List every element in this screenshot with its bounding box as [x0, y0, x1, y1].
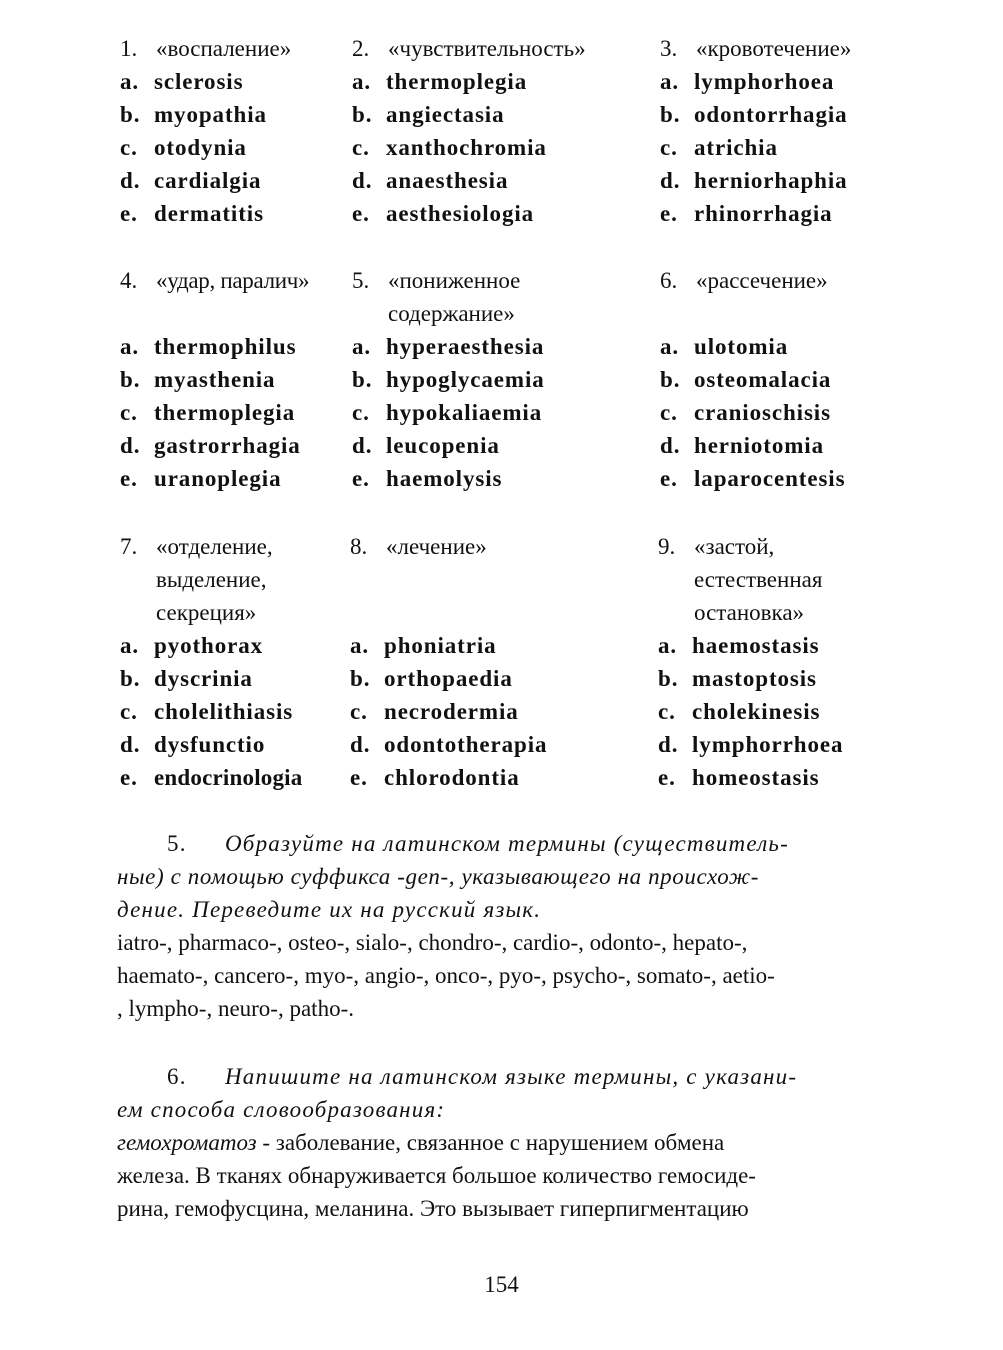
- option-letter: c.: [352, 135, 370, 160]
- option: [352, 164, 586, 197]
- option-term: cardialgia: [154, 168, 262, 193]
- option-term: thermoplegia: [386, 69, 528, 94]
- option-term: osteomalacia: [694, 367, 832, 392]
- option-letter: d.: [658, 732, 679, 757]
- instruction-text: Напишите на латинском языке термины, с указани-: [225, 1064, 798, 1089]
- option-list: [660, 330, 845, 495]
- option: [120, 65, 291, 98]
- question-number: 8.: [350, 534, 368, 559]
- question-1: [120, 32, 291, 230]
- option-term: leucopenia: [386, 433, 500, 458]
- prompt-line: «пониженное: [388, 268, 521, 293]
- option-letter: a.: [120, 334, 140, 359]
- option: [120, 330, 309, 363]
- option-term: atrichia: [694, 135, 778, 160]
- task-body: [117, 1126, 889, 1225]
- option-letter: a.: [658, 633, 678, 658]
- option: [660, 197, 851, 230]
- option-letter: b.: [660, 367, 681, 392]
- option: [350, 662, 547, 695]
- instruction-line: ем способа словообразования:: [117, 1097, 446, 1122]
- option-letter: c.: [120, 400, 138, 425]
- option: [350, 695, 547, 728]
- option-term: myopathia: [154, 102, 267, 127]
- option: [658, 761, 843, 794]
- option: [660, 330, 845, 363]
- question-heading: [660, 32, 851, 65]
- body-line: haemato-, cancero-, myo-, angio-, onco-, pyo-, psycho-, somato-, aetio-: [117, 963, 775, 988]
- prompt-line: «отделение,: [156, 534, 273, 559]
- question-prompt: «лечение»: [386, 534, 487, 559]
- prompt-line: естественная: [694, 567, 823, 592]
- option: [350, 761, 547, 794]
- option-term: haemolysis: [386, 466, 503, 491]
- prompt-line: секреция»: [156, 600, 257, 625]
- option-list: [352, 330, 545, 495]
- task-instruction: [117, 827, 889, 926]
- option-letter: b.: [120, 367, 141, 392]
- question-9: [658, 530, 843, 794]
- option-letter: a.: [660, 69, 680, 94]
- option-letter: e.: [660, 466, 678, 491]
- option-term: orthopaedia: [384, 666, 513, 691]
- option-letter: c.: [120, 135, 138, 160]
- question-heading: [120, 32, 291, 65]
- task-5: [117, 827, 889, 1025]
- option-letter: b.: [352, 102, 373, 127]
- option-term: myasthenia: [154, 367, 276, 392]
- option-term: sclerosis: [154, 69, 244, 94]
- option-term: herniotomia: [694, 433, 824, 458]
- option-letter: b.: [660, 102, 681, 127]
- body-line: железа. В тканях обнаруживается большое количество гемосиде-: [117, 1163, 756, 1188]
- option: [120, 429, 309, 462]
- question-7: [120, 530, 302, 794]
- question-8: [350, 530, 547, 794]
- option-letter: b.: [352, 367, 373, 392]
- option-letter: c.: [352, 400, 370, 425]
- option-term: cholelithiasis: [154, 699, 294, 724]
- option: [352, 197, 586, 230]
- question-number: 5.: [352, 268, 370, 293]
- option-letter: d.: [660, 168, 681, 193]
- option: [352, 363, 545, 396]
- option: [660, 131, 851, 164]
- question-2: [352, 32, 586, 230]
- option-letter: c.: [660, 400, 678, 425]
- option-list: [350, 629, 547, 794]
- option-letter: a.: [350, 633, 370, 658]
- option: [352, 462, 545, 495]
- option-letter: e.: [352, 466, 370, 491]
- question-prompt: [388, 264, 520, 330]
- option: [660, 164, 851, 197]
- question-heading: [120, 264, 309, 297]
- question-6: [660, 264, 845, 495]
- option-term: uranoplegia: [154, 466, 282, 491]
- question-number: 3.: [660, 36, 678, 61]
- question-heading: [120, 530, 302, 629]
- task-6: [117, 1060, 889, 1225]
- question-number: 7.: [120, 534, 138, 559]
- option-term: angiectasia: [386, 102, 505, 127]
- question-5: [352, 264, 545, 495]
- option-letter: a.: [120, 69, 140, 94]
- option: [660, 98, 851, 131]
- instruction-line: дение. Переведите их на русский язык.: [117, 897, 542, 922]
- question-heading: [350, 530, 547, 563]
- option-term: phoniatria: [384, 633, 497, 658]
- question-heading: [660, 264, 845, 297]
- option-letter: a.: [352, 334, 372, 359]
- option-letter: a.: [352, 69, 372, 94]
- option-term: endocrinologia: [154, 765, 303, 790]
- question-number: 4.: [120, 268, 138, 293]
- option-term: thermoplegia: [154, 400, 296, 425]
- option-term: aesthesiologia: [386, 201, 535, 226]
- option-term: necrodermia: [384, 699, 519, 724]
- option-term: hypoglycaemia: [386, 367, 545, 392]
- question-heading: [352, 264, 545, 330]
- option-term: odontorrhagia: [694, 102, 848, 127]
- option: [120, 662, 302, 695]
- term-label: гемохроматоз: [117, 1130, 257, 1155]
- body-text: заболевание, связанное с нарушением обмена: [275, 1130, 725, 1155]
- question-prompt: «чувствительность»: [388, 36, 586, 61]
- option-letter: c.: [658, 699, 676, 724]
- task-number: 6.: [167, 1064, 187, 1089]
- option: [660, 363, 845, 396]
- option: [352, 65, 586, 98]
- option-term: otodynia: [154, 135, 247, 160]
- option: [120, 629, 302, 662]
- option: [660, 396, 845, 429]
- instruction-line: [117, 827, 889, 860]
- option-term: chlorodontia: [384, 765, 520, 790]
- task-body: [117, 926, 889, 1025]
- question-heading: [352, 32, 586, 65]
- option-letter: e.: [352, 201, 370, 226]
- option-letter: d.: [120, 433, 141, 458]
- option-letter: e.: [350, 765, 368, 790]
- option-letter: e.: [120, 765, 138, 790]
- task-instruction: [117, 1060, 889, 1126]
- option-letter: e.: [120, 201, 138, 226]
- instruction-text: Образуйте на латинском термины (существитель-: [225, 831, 789, 856]
- question-3: [660, 32, 851, 230]
- option-term: cranioschisis: [694, 400, 831, 425]
- option: [120, 131, 291, 164]
- option-letter: c.: [660, 135, 678, 160]
- body-line: рина, гемофусцина, меланина. Это вызывает гиперпигментацию: [117, 1196, 749, 1221]
- option-term: hypokaliaemia: [386, 400, 543, 425]
- option: [352, 131, 586, 164]
- option-letter: e.: [658, 765, 676, 790]
- option-term: lymphorrhoea: [692, 732, 844, 757]
- option: [120, 462, 309, 495]
- option-term: cholekinesis: [692, 699, 821, 724]
- option-term: dermatitis: [154, 201, 264, 226]
- option: [120, 761, 302, 794]
- option: [352, 396, 545, 429]
- prompt-line: остановка»: [694, 600, 805, 625]
- page-number: 154: [484, 1272, 519, 1297]
- option-letter: d.: [120, 168, 141, 193]
- option: [658, 662, 843, 695]
- option-term: haemostasis: [692, 633, 820, 658]
- option-term: gastrorrhagia: [154, 433, 301, 458]
- option-letter: c.: [350, 699, 368, 724]
- option: [658, 629, 843, 662]
- instruction-line: ные) с помощью суффикса -gen-, указывающего на происхож-: [117, 864, 759, 889]
- option-list: [352, 65, 586, 230]
- question-number: 2.: [352, 36, 370, 61]
- option-term: herniorhaphia: [694, 168, 848, 193]
- option-letter: d.: [120, 732, 141, 757]
- option-list: [120, 330, 309, 495]
- option: [120, 728, 302, 761]
- body-line: , lympho-, neuro-, patho-.: [117, 996, 354, 1021]
- option-letter: d.: [660, 433, 681, 458]
- option-term: lymphorhoea: [694, 69, 835, 94]
- prompt-line: «застой,: [694, 534, 775, 559]
- task-number: 5.: [167, 831, 187, 856]
- question-number: 9.: [658, 534, 676, 559]
- option: [350, 728, 547, 761]
- question-prompt: «воспаление»: [156, 36, 292, 61]
- term-dash: -: [256, 1130, 276, 1155]
- option-letter: b.: [120, 666, 141, 691]
- prompt-line: содержание»: [388, 301, 515, 326]
- option-letter: d.: [350, 732, 371, 757]
- option: [352, 429, 545, 462]
- option-letter: b.: [350, 666, 371, 691]
- option-term: dyscrinia: [154, 666, 253, 691]
- option-letter: d.: [352, 168, 373, 193]
- option-letter: e.: [120, 466, 138, 491]
- option-letter: d.: [352, 433, 373, 458]
- option-list: [660, 65, 851, 230]
- question-prompt: «удар, паралич»: [156, 268, 310, 293]
- option: [120, 197, 291, 230]
- question-number: 6.: [660, 268, 678, 293]
- option-letter: b.: [120, 102, 141, 127]
- option-letter: c.: [120, 699, 138, 724]
- option-term: homeostasis: [692, 765, 820, 790]
- option-term: rhinorrhagia: [694, 201, 833, 226]
- question-prompt: [694, 530, 822, 629]
- option-letter: a.: [660, 334, 680, 359]
- question-prompt: «рассечение»: [696, 268, 828, 293]
- body-line: [117, 1126, 889, 1159]
- option: [352, 98, 586, 131]
- option-term: ulotomia: [694, 334, 789, 359]
- option: [120, 164, 291, 197]
- option-term: laparocentesis: [694, 466, 846, 491]
- question-number: 1.: [120, 36, 138, 61]
- option: [660, 462, 845, 495]
- question-prompt: «кровотечение»: [696, 36, 852, 61]
- option: [120, 695, 302, 728]
- option-term: odontotherapia: [384, 732, 548, 757]
- question-heading: [658, 530, 843, 629]
- option: [120, 396, 309, 429]
- option-letter: b.: [658, 666, 679, 691]
- option-term: anaesthesia: [386, 168, 509, 193]
- option-list: [120, 629, 302, 794]
- option-term: pyothorax: [154, 633, 264, 658]
- question-4: [120, 264, 309, 495]
- option: [658, 728, 843, 761]
- option: [350, 629, 547, 662]
- option: [352, 330, 545, 363]
- prompt-line: выделение,: [156, 567, 267, 592]
- option-list: [658, 629, 843, 794]
- option-letter: e.: [660, 201, 678, 226]
- instruction-line: [117, 1060, 889, 1093]
- option-list: [120, 65, 291, 230]
- option: [120, 98, 291, 131]
- option: [660, 65, 851, 98]
- option-term: mastoptosis: [692, 666, 817, 691]
- body-line: iatro-, pharmaco-, osteo-, sialo-, chondro-, cardio-, odonto-, hepato-,: [117, 930, 748, 955]
- question-prompt: [156, 530, 273, 629]
- option-term: xanthochromia: [386, 135, 547, 160]
- option-term: thermophilus: [154, 334, 297, 359]
- option-term: dysfunctio: [154, 732, 266, 757]
- option: [658, 695, 843, 728]
- option: [120, 363, 309, 396]
- option-letter: a.: [120, 633, 140, 658]
- option-term: hyperaesthesia: [386, 334, 545, 359]
- option: [660, 429, 845, 462]
